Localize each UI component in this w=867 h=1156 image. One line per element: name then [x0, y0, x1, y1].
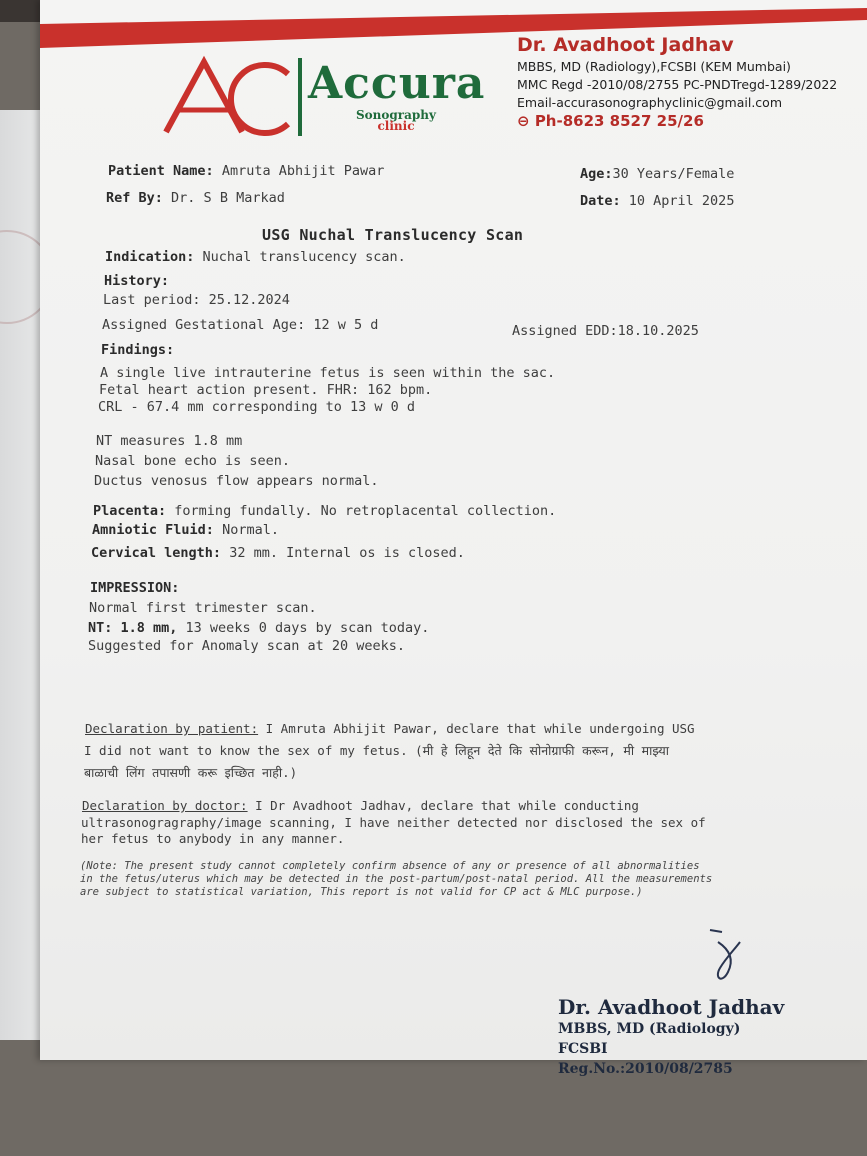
age-label: Age: [580, 166, 613, 182]
patient-declaration-text: I Amruta Abhijit Pawar, declare that while undergoing USG [265, 721, 695, 736]
signature-reg: Reg.No.:2010/08/2785 [558, 1061, 733, 1077]
note-line: in the fetus/uterus which may be detected in the post-partum/post-natal period. All the measurements [80, 873, 713, 885]
amniotic-row [92, 522, 279, 538]
doctor-header [517, 32, 837, 130]
cervical-label: Cervical length: [91, 545, 222, 561]
nt-finding-line: Ductus venosus flow appears normal. [94, 473, 379, 489]
handwritten-signature-icon [700, 920, 760, 990]
doctor-registration: MMC Regd -2010/08/2755 PC-PNDTregd-1289/2022 [517, 77, 838, 92]
history-label: History: [104, 273, 170, 289]
note-line: (Note: The present study cannot completely confirm absence of any or presence of all abnormalities [80, 860, 700, 872]
signature-degree: MBBS, MD (Radiology) [558, 1021, 741, 1037]
ref-label: Ref By: [106, 190, 163, 206]
date-value: 10 April 2025 [628, 193, 735, 209]
cervical-row [91, 545, 465, 561]
patient-name-row [108, 163, 384, 179]
note-line: are subject to statistical variation, This report is not valid for CP act & MLC purpose.) [80, 886, 643, 898]
cervical-value: 32 mm. Internal os is closed. [229, 545, 465, 561]
patient-name-label: Patient Name: [108, 163, 214, 179]
impression-label: IMPRESSION: [90, 580, 180, 596]
age-row [580, 166, 734, 182]
placenta-value: forming fundally. No retroplacental collection. [174, 503, 557, 519]
subtitle-line1: Sonography [356, 108, 436, 122]
finding-line: CRL - 67.4 mm corresponding to 13 w 0 d [98, 399, 415, 415]
ac-logo-icon [160, 52, 310, 142]
amniotic-label: Amniotic Fluid: [92, 522, 214, 538]
doctor-declaration-text: I Dr Avadhoot Jadhav, declare that while conducting [255, 798, 639, 813]
amniotic-value: Normal. [222, 522, 279, 538]
placenta-row [93, 503, 556, 519]
clinic-subtitle [356, 110, 436, 132]
finding-line: Fetal heart action present. FHR: 162 bpm. [99, 382, 433, 398]
impression-nt-row [88, 620, 429, 636]
ref-value: Dr. S B Markad [171, 190, 285, 206]
nt-finding-line: Nasal bone echo is seen. [95, 453, 291, 469]
patient-name-value: Amruta Abhijit Pawar [221, 163, 385, 179]
impression-nt-value: 13 weeks 0 days by scan today. [185, 620, 430, 636]
indication-row [105, 249, 406, 265]
doctor-declaration-line1 [82, 798, 639, 813]
clinic-email: Email-accurasonographyclinic@gmail.com [517, 95, 783, 110]
doctor-declaration-line3: her fetus to anybody in any manner. [81, 831, 345, 846]
clinic-brand: Accura [308, 58, 486, 109]
nt-finding-line: NT measures 1.8 mm [96, 433, 243, 449]
placenta-label: Placenta: [93, 503, 167, 519]
phone-number: Ph-8623 8527 25/26 [534, 112, 704, 130]
finding-line: A single live intrauterine fetus is seen within the sac. [100, 365, 556, 381]
clinic-logo [160, 52, 500, 142]
ref-row [106, 190, 285, 206]
impression-line: Normal first trimester scan. [89, 600, 317, 616]
doctor-declaration-label: Declaration by doctor: [82, 798, 248, 813]
patient-declaration-label: Declaration by patient: [85, 721, 259, 736]
findings-label: Findings: [101, 342, 175, 358]
clinic-phone [517, 112, 837, 130]
patient-declaration-line1 [85, 721, 695, 736]
gestational-age: Assigned Gestational Age: 12 w 5 d [102, 317, 379, 333]
signature-fellowship: FCSBI [558, 1041, 608, 1057]
date-label: Date: [580, 193, 621, 209]
doctor-qualifications: MBBS, MD (Radiology),FCSBI (KEM Mumbai) [517, 59, 791, 74]
signature-name: Dr. Avadhoot Jadhav [558, 995, 785, 1019]
patient-declaration-line2: I did not want to know the sex of my fetus. (मी हे लिहून देते कि सोनोग्राफी करून, मी माझ्या [84, 743, 670, 758]
phone-circle-icon: ⊖ [517, 112, 530, 130]
last-period: Last period: 25.12.2024 [103, 292, 290, 308]
date-row [580, 193, 734, 209]
subtitle-line2: clinic [377, 119, 415, 133]
impression-line: Suggested for Anomaly scan at 20 weeks. [88, 638, 405, 654]
patient-declaration-line3: बाळाची लिंग तपासणी करू इच्छित नाही.) [84, 765, 298, 780]
signature-block [558, 995, 784, 1079]
age-value: 30 Years/Female [612, 166, 735, 182]
report-title: USG Nuchal Translucency Scan [262, 226, 524, 244]
indication-label: Indication: [105, 249, 195, 265]
indication-value: Nuchal translucency scan. [202, 249, 406, 265]
doctor-declaration-line2: ultrasonogragraphy/image scanning, I have neither detected nor disclosed the sex of [81, 815, 706, 830]
doctor-name: Dr. Avadhoot Jadhav [517, 34, 734, 56]
assigned-edd: Assigned EDD:18.10.2025 [512, 323, 699, 339]
impression-nt-label: NT: 1.8 mm, [88, 620, 178, 636]
